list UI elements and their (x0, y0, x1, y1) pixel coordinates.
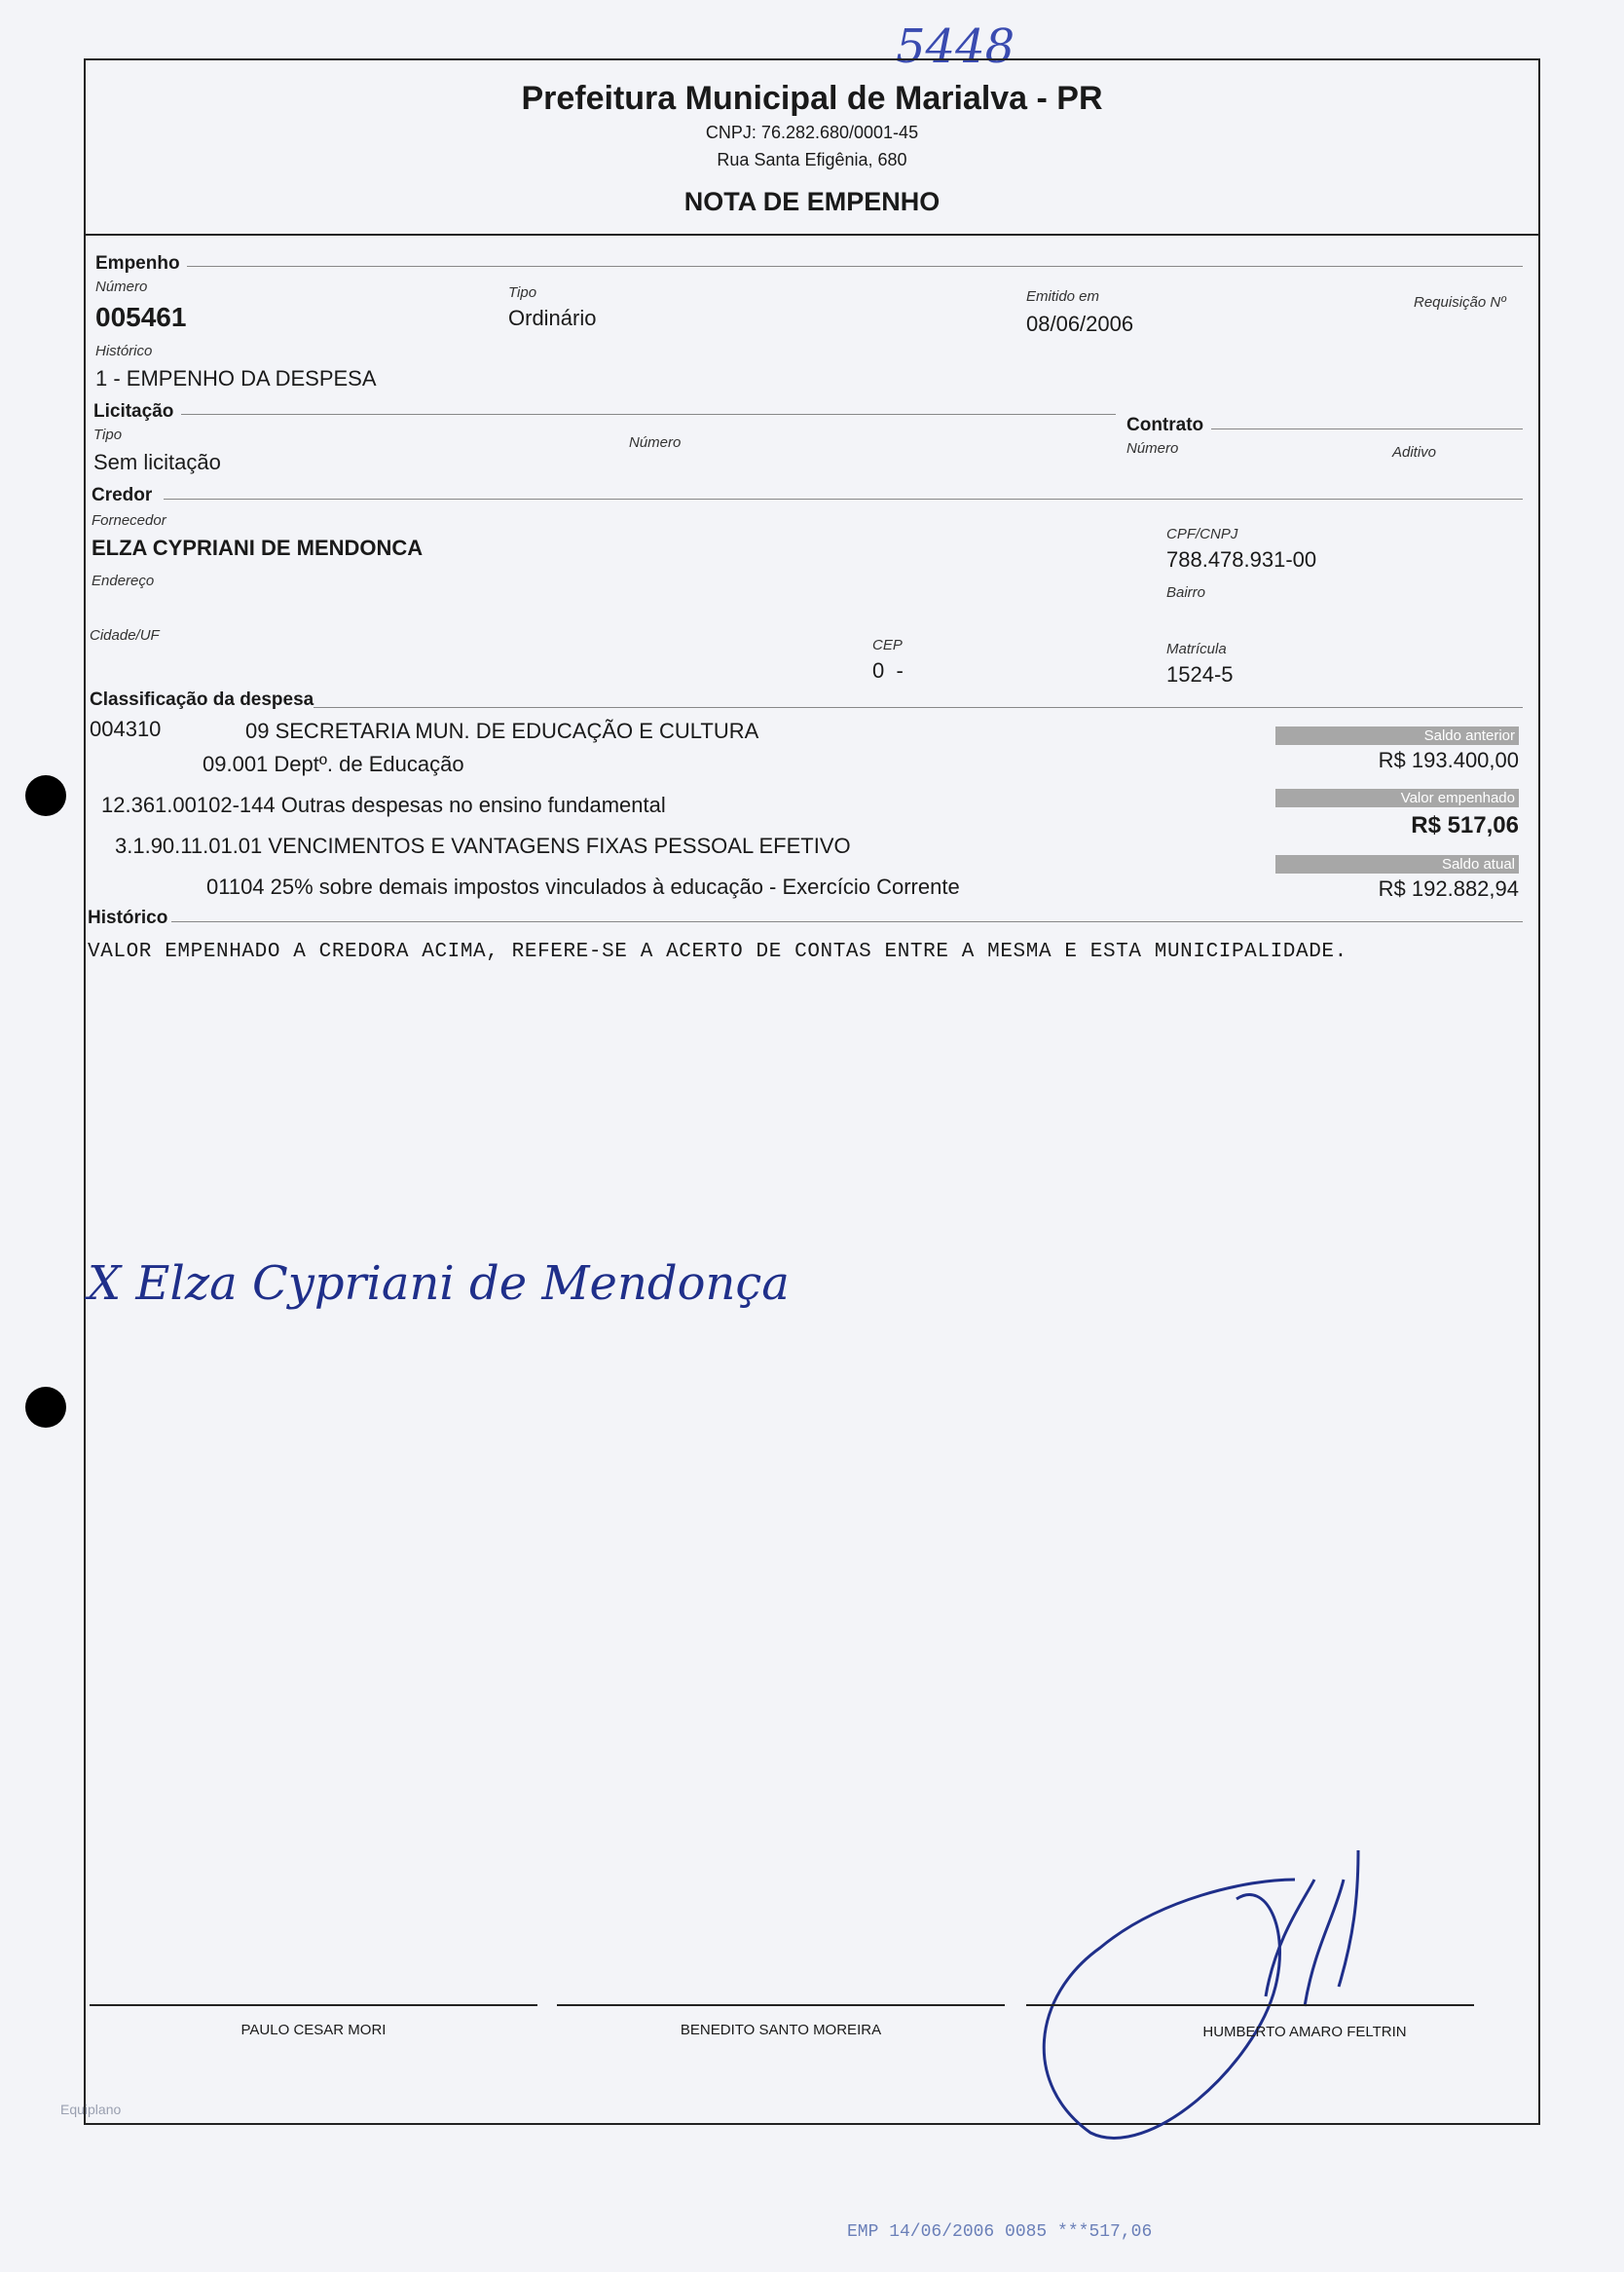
fornecedor-label: Fornecedor (92, 512, 166, 529)
doc-title: NOTA DE EMPENHO (683, 187, 941, 216)
credor-rule (164, 499, 1523, 500)
section-licitacao: Licitação (93, 401, 174, 422)
matricula-value: 1524-5 (1166, 662, 1234, 687)
handwritten-receipt: X Elza Cypriani de Mendonça (88, 1256, 790, 1311)
endereco-label: Endereço (92, 573, 155, 589)
cpf-label: CPF/CNPJ (1166, 526, 1238, 542)
cep-value: 0 - (872, 658, 904, 683)
signature-line-3 (1026, 2004, 1474, 2006)
saldo-anterior-value: R$ 193.400,00 (1378, 748, 1519, 772)
signature-scribble (1013, 1841, 1402, 2142)
licitacao-numero-label: Número (629, 434, 682, 451)
emitido-label: Emitido em (1026, 288, 1100, 305)
classificacao-line5: 01104 25% sobre demais impostos vinculados à educação - Exercício Corrente (206, 875, 960, 899)
signature-line-2 (557, 2004, 1005, 2006)
punch-hole-top (25, 775, 66, 816)
licitacao-tipo-label: Tipo (93, 427, 123, 443)
valor-empenhado-value: R$ 517,06 (1411, 812, 1519, 838)
classificacao-line1: 09 SECRETARIA MUN. DE EDUCAÇÃO E CULTURA (245, 719, 759, 743)
licitacao-tipo: Sem licitação (93, 450, 221, 474)
empenho-rule (187, 266, 1523, 267)
numero-label: Número (95, 279, 148, 295)
saldo-anterior-label: Saldo anterior (1275, 726, 1519, 745)
bottom-stamp: EMP 14/06/2006 0085 ***517,06 (847, 2222, 1153, 2242)
valor-empenhado-label: Valor empenhado (1275, 789, 1519, 807)
saldo-atual-value: R$ 192.882,94 (1378, 876, 1519, 901)
emitido-date: 08/06/2006 (1026, 312, 1134, 336)
cnpj-text: CNPJ: 76.282.680/0001-45 (705, 123, 919, 142)
bairro-label: Bairro (1166, 584, 1206, 601)
classificacao-rule (314, 707, 1523, 708)
signature-name-2: BENEDITO SANTO MOREIRA (680, 2022, 882, 2038)
section-historico: Histórico (88, 908, 168, 928)
contrato-rule (1211, 428, 1523, 429)
historico-rule (171, 921, 1523, 922)
cep-label: CEP (872, 637, 903, 653)
contrato-aditivo-label: Aditivo (1392, 444, 1437, 461)
cpf-value: 788.478.931-00 (1166, 547, 1317, 572)
signature-line-1 (90, 2004, 537, 2006)
matricula-label: Matrícula (1166, 641, 1227, 657)
requisicao-label: Requisição Nº (1414, 294, 1506, 311)
section-empenho: Empenho (95, 253, 180, 274)
header-divider (84, 234, 1540, 236)
classificacao-line4: 3.1.90.11.01.01 VENCIMENTOS E VANTAGENS FIXAS PESSOAL EFETIVO (115, 834, 851, 858)
footer-brand: Equiplano (60, 2102, 122, 2117)
section-contrato: Contrato (1126, 415, 1204, 435)
address-text: Rua Santa Efigênia, 680 (717, 150, 907, 169)
classificacao-code: 004310 (90, 717, 162, 741)
classificacao-line3: 12.361.00102-144 Outras despesas no ensino fundamental (101, 793, 666, 817)
classificacao-line2: 09.001 Deptº. de Educação (203, 752, 464, 776)
municipality-title: Prefeitura Municipal de Marialva - PR (521, 80, 1103, 117)
signature-name-3: HUMBERTO AMARO FELTRIN (1202, 2024, 1407, 2040)
handwritten-page-number: 5448 (896, 19, 1015, 74)
historico-text: VALOR EMPENHADO A CREDORA ACIMA, REFERE-SE A ACERTO DE CONTAS ENTRE A MESMA E ESTA MUNICIPALIDADE. (88, 941, 1347, 963)
fornecedor-name: ELZA CYPRIANI DE MENDONCA (92, 536, 424, 560)
empenho-numero: 005461 (95, 302, 187, 332)
saldo-atual-label: Saldo atual (1275, 855, 1519, 874)
empenho-historico: 1 - EMPENHO DA DESPESA (95, 366, 377, 391)
signature-name-1: PAULO CESAR MORI (240, 2022, 387, 2038)
punch-hole-bottom (25, 1387, 66, 1428)
licitacao-rule (181, 414, 1116, 415)
section-classificacao: Classificação da despesa (90, 689, 314, 710)
contrato-numero-label: Número (1126, 440, 1179, 457)
historico-label-empenho: Histórico (95, 343, 153, 359)
tipo-label: Tipo (508, 284, 537, 301)
cidade-label: Cidade/UF (90, 627, 160, 644)
section-credor: Credor (92, 485, 153, 505)
empenho-tipo: Ordinário (508, 306, 597, 330)
